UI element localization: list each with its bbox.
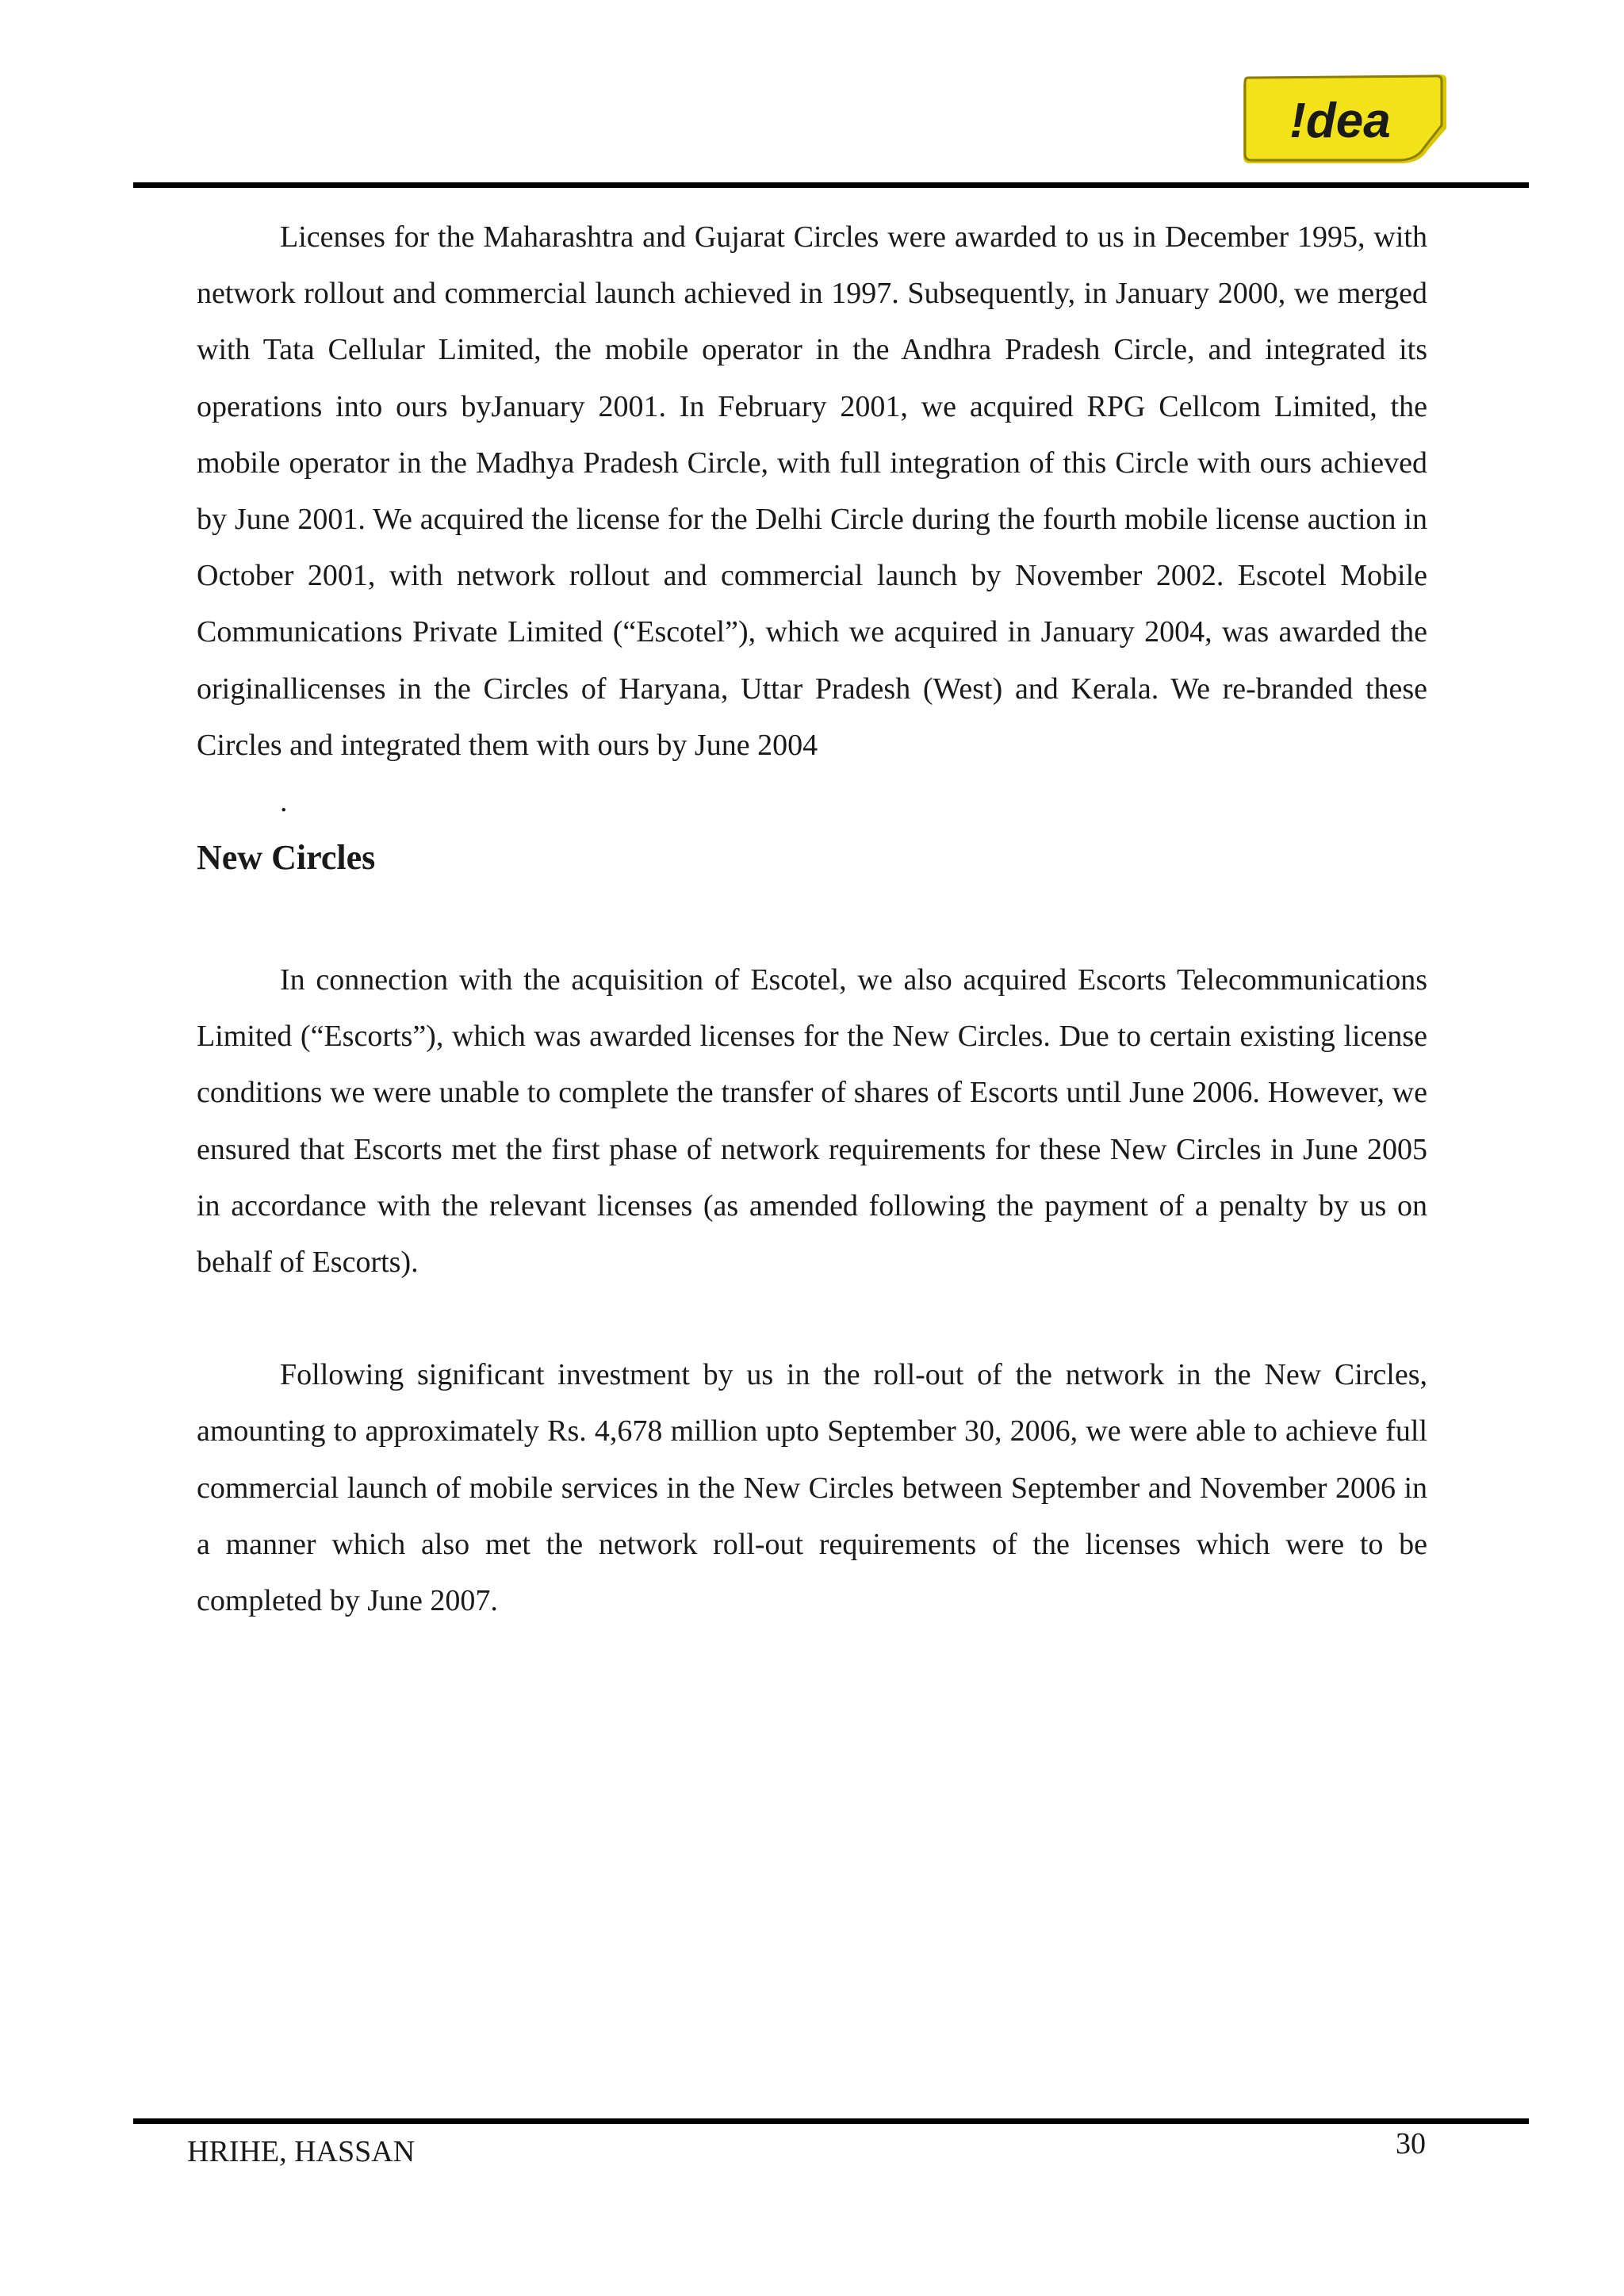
footer-rule	[133, 2118, 1529, 2124]
idea-logo-graphic	[1237, 71, 1451, 174]
stray-dot: .	[280, 785, 288, 819]
page-number: 30	[1396, 2127, 1426, 2160]
spacer	[197, 1291, 1427, 1347]
paragraph-escorts-acquisition: In connection with the acquisition of Escotel, we also acquired Escorts Telecommunications Limited (“Escorts”), which was awarded licenses for the New Circles. Due to certain existing license conditions we were unable to complete the transfer of shares of Escorts until June 2006. However, we ensured that Escorts met the first phase of network requirements for these New Circles in June 2005 in accordance with the relevant licenses (as amended following the payment of a penalty by us on behalf of Escorts).	[197, 963, 1427, 1280]
paragraph-licenses-history: Licenses for the Maharashtra and Gujarat Circles were awarded to us in December 1995, with network rollout and commercial launch achieved in 1997. Subsequently, in January 2000, we merged with Tata Cellular Limited, the mobile operator in the Andhra Pradesh Circle, and integrated its operations into ours byJanuary 2001. In February 2001, we acquired RPG Cellcom Limited, the mobile operator in the Madhya Pradesh Circle, with full integration of this Circle with ours achieved by June 2001. We acquired the license for the Delhi Circle during the fourth mobile license auction in October 2001, with network rollout and commercial launch by November 2002. Escotel Mobile Communications Private Limited (“Escotel”), which we acquired in January 2004, was awarded the originallicenses in the Circles of Haryana, Uttar Pradesh (West) and Kerala. We re-branded these Circles and integrated them with ours by June 2004	[197, 220, 1427, 762]
footer-institution: HRIHE, HASSAN	[187, 2135, 416, 2168]
paragraph-new-circles-launch: Following significant investment by us in the roll-out of the network in the New Circles, amounting to approximately Rs. 4,678 million upto September 30, 2006, we were able to achieve full commercial launch of mobile services in the New Circles between September and November 2006 in a manner which also met the network roll-out requirements of the licenses which were to be completed by June 2007.	[197, 1358, 1427, 1618]
header-rule	[133, 182, 1529, 188]
logo-text: !dea	[1289, 94, 1391, 148]
page-body	[197, 209, 1427, 1629]
section-heading-new-circles: New Circles	[197, 838, 376, 878]
spacer	[197, 886, 1427, 952]
idea-logo	[1237, 71, 1451, 174]
